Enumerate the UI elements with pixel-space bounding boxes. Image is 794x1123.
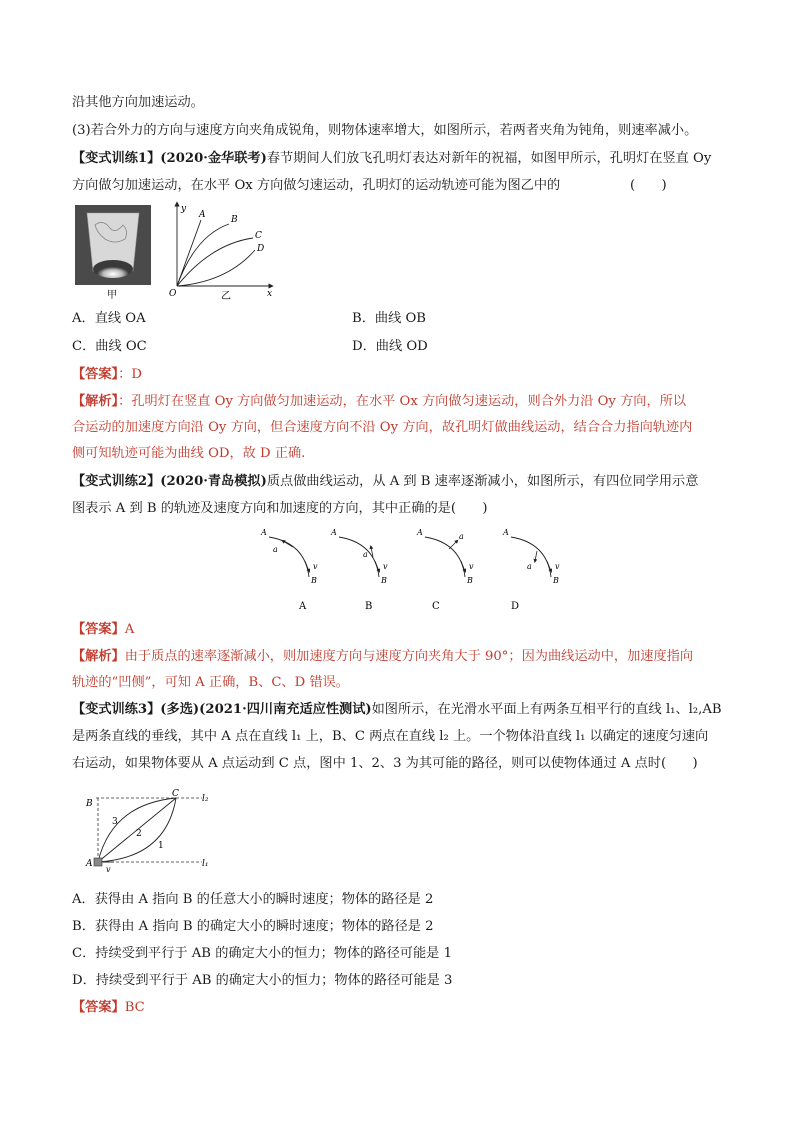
- point-B-label: B: [311, 576, 317, 585]
- curve-label-A: A: [199, 210, 206, 220]
- velocity-acceleration-diagrams: [255, 525, 575, 617]
- question-tag: 【变式训练1】(2020·金华联考): [72, 151, 267, 166]
- point-A-label: A: [86, 859, 93, 869]
- question-3-header: [72, 701, 722, 719]
- answer-value: ：D: [118, 367, 142, 382]
- answer-value: BC: [124, 1000, 145, 1015]
- diagram-C: [416, 528, 474, 612]
- option-label-C: C: [432, 601, 440, 612]
- lantern-photo: [75, 205, 155, 300]
- option-D: D．曲线 OD: [352, 339, 428, 354]
- option-B: B．获得由 A 指向 B 的确定大小的瞬时速度；物体的路径是 2: [72, 919, 434, 934]
- question-1-line2: [72, 177, 667, 195]
- origin-label: O: [169, 289, 177, 299]
- acceleration-label: a: [273, 545, 278, 554]
- explanation-line: [72, 648, 693, 666]
- velocity-label: v: [313, 562, 318, 571]
- path-label-2: 2: [136, 829, 142, 839]
- paragraph-text: (3)若合外力的方向与速度方向夹角成锐角，则物体速率增大，如图所示，若两者夹角为钝角，则速率减小。: [72, 123, 698, 138]
- velocity-label: v: [469, 562, 474, 571]
- point-A-label: A: [331, 528, 337, 537]
- answer-line: [72, 999, 145, 1017]
- question-tag: 【变式训练3】(多选)(2021·四川南充适应性测试): [72, 702, 372, 717]
- option-A: A．获得由 A 指向 B 的任意大小的瞬时速度；物体的路径是 2: [72, 892, 434, 907]
- option-A: A．直线 OA: [72, 311, 146, 326]
- curve-OC: [177, 238, 253, 286]
- option-B: B．曲线 OB: [352, 311, 426, 326]
- explanation-tag: 【解析】: [72, 649, 125, 664]
- question-tag: 【变式训练2】(2020·青岛模拟): [72, 474, 267, 489]
- answer-paren: ( ): [630, 178, 667, 193]
- option-D: D．持续受到平行于 AB 的确定大小的恒力；物体的路径可能是 3: [72, 973, 453, 988]
- answer-tag: 【答案】: [72, 1000, 125, 1015]
- question-text: 方向做匀加速运动，在水平 Ox 方向做匀速运动，孔明灯的运动轨迹可能为图乙中的: [72, 178, 561, 193]
- option-label-D: D: [511, 601, 520, 612]
- explanation-text: 轨迹的“凹侧”，可知 A 正确，B、C、D 错误。: [72, 675, 349, 690]
- curve-OD: [177, 250, 255, 286]
- lantern-glow: [93, 260, 133, 278]
- figure-label-yi: 乙: [221, 291, 231, 300]
- text-line: [72, 122, 697, 140]
- option-C: C．持续受到平行于 AB 的确定大小的恒力；物体的路径可能是 1: [72, 946, 452, 961]
- answer-tag: 【答案】: [72, 367, 119, 382]
- question-text: 质点做曲线运动，从 A 到 B 速率逐渐减小，如图所示，有四位同学用示意: [266, 474, 699, 489]
- question-text: 是两条直线的垂线，其中 A 点在直线 l₁ 上，B、C 两点在直线 l₂ 上。一个物体沿直线 l₁ 以确定的速度匀速向: [72, 729, 709, 744]
- explanation-line: [72, 393, 686, 411]
- line-l1-label: l₁: [202, 859, 209, 869]
- point-B-label: B: [467, 576, 473, 585]
- answer-tag: 【答案】: [72, 622, 125, 637]
- path-label-3: 3: [112, 817, 118, 827]
- option-label-B: B: [365, 601, 373, 612]
- explanation-text: 侧可知轨迹可能为曲线 OD，故 D 正确.: [72, 446, 306, 461]
- question-text: 春节期间人们放飞孔明灯表达对新年的祝福，如图甲所示，孔明灯在竖直 Oy: [266, 151, 712, 166]
- diagram-B: [330, 528, 388, 612]
- question-1-header: [72, 150, 711, 168]
- question-text: 如图所示，在光滑水平面上有两条互相平行的直线 l₁、l₂,AB: [371, 702, 722, 717]
- curve-label-D: D: [257, 244, 265, 254]
- answer-value: A: [124, 622, 135, 637]
- trajectory-diagram: [165, 198, 280, 300]
- path-label-1: 1: [158, 841, 164, 851]
- option-label-A: A: [299, 601, 307, 612]
- curve-label-C: C: [255, 231, 262, 241]
- point-B-label: B: [86, 799, 93, 809]
- answer-line: [72, 366, 142, 384]
- line-l2-label: l₂: [202, 794, 209, 804]
- y-axis-label: y: [181, 204, 187, 214]
- diagram-D: [502, 528, 560, 612]
- explanation-text: 合运动的加速度方向沿 Oy 方向，但合速度方向不沿 Oy 方向，故孔明灯做曲线运动，结合合力指向轨迹内: [72, 420, 693, 435]
- explanation-tag: 【解析】: [72, 394, 119, 409]
- explanation-text: ：孔明灯在竖直 Oy 方向做匀加速运动，在水平 Ox 方向做匀速运动，则合外力沿 Oy 方向，所以: [118, 394, 687, 409]
- paragraph-text: 沿其他方向加速运动。: [72, 95, 204, 110]
- acceleration-label: a: [459, 532, 464, 541]
- velocity-label: v: [555, 562, 560, 571]
- point-B-label: B: [381, 576, 387, 585]
- question-2-header: [72, 473, 698, 491]
- question-text: 右运动，如果物体要从 A 点运动到 C 点，图中 1、2、3 为其可能的路径，则可以使物体通过 A 点时( ): [72, 756, 698, 771]
- point-A-label: A: [417, 528, 423, 537]
- acceleration-label: a: [527, 562, 532, 571]
- text-line: [72, 94, 204, 112]
- paths-diagram: [80, 788, 220, 876]
- question-text: 图表示 A 到 B 的轨迹及速度方向和加速度的方向，其中正确的是( ): [72, 501, 488, 516]
- point-A-label: A: [261, 528, 267, 537]
- velocity-label: v: [106, 865, 111, 874]
- figure-label-jia: 甲: [107, 290, 117, 300]
- point-A-label: A: [503, 528, 509, 537]
- object-block: [94, 858, 102, 866]
- point-C-label: C: [172, 789, 179, 799]
- acceleration-label: a: [363, 550, 368, 559]
- point-B-label: B: [553, 576, 559, 585]
- explanation-text: 由于质点的速率逐渐减小，则加速度方向与速度方向夹角大于 90°；因为曲线运动中，加速度指向: [124, 649, 693, 664]
- diagram-A: [260, 528, 318, 612]
- x-axis-label: x: [267, 289, 273, 299]
- velocity-label: v: [383, 562, 388, 571]
- curve-label-B: B: [231, 215, 238, 225]
- answer-line: [72, 621, 134, 639]
- option-C: C．曲线 OC: [72, 339, 147, 354]
